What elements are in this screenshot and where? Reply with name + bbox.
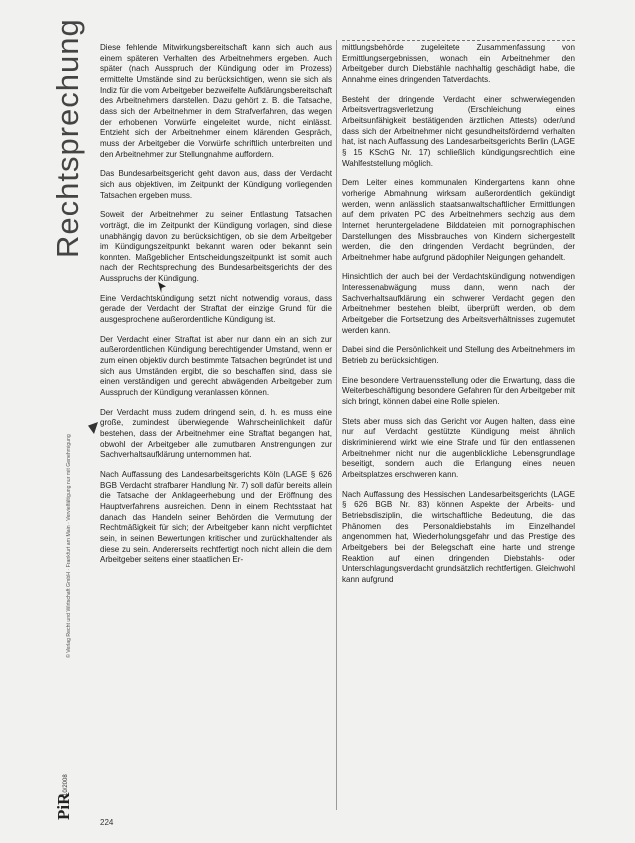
paragraph: Dabei sind die Persönlichkeit und Stellung des Arbeitnehmers im Betrieb zu berücksichtigen. [342, 345, 575, 366]
journal-issue: 10/2008 [63, 774, 69, 796]
paragraph: Diese fehlende Mitwirkungsbereitschaft kann sich auch aus einem späteren Verhalten des Arbeitnehmers ergeben. Auch später (nach Ausspruch der Kündigung oder im Prozess) ermittelte Umstände sind zu berücksichtigen, wenn sie sich als Indiz für die vom Arbeitgeber bezweifelte Aufklärungsbereitschaft des Arbeitnehmers darstellen. Dazu gehört z. B. die Tatsache, dass sich der Arbeitnehmer in dem Strafverfahren, das wegen der erhobenen Vorwürfe eingeleitet wurde, nicht einlässt. Entzieht sich der Arbeitnehmer einem klärenden Gespräch, muss der Arbeitgeber die Vorwürfe schriftlich unterbreiten und den Arbeitnehmer zur Stellungnahme auffordern. [100, 43, 332, 159]
paragraph: Soweit der Arbeitnehmer zu seiner Entlastung Tatsachen vorträgt, die im Zeitpunkt der Kündigung vorlagen, sind diese unabhängig davon zu berücksichtigen, ob sie dem Arbeitgeber im Kündigungszeitpunkt bekannt waren oder bekannt sein konnten. Maßgeblicher Entscheidungszeitpunkt ist somit auch nach der Rechtsprechung des Bundesarbeitsgerichts der des Ausspruchs der Kündigung. [100, 210, 332, 284]
journal-logo: PiR [54, 792, 73, 820]
paragraph: Stets aber muss sich das Gericht vor Augen halten, dass eine nur auf Verdacht gestützte Kündigung meist ähnlich diskriminierend wirkt wie eine Strafe und für den entlassenen Arbeitnehmer nicht nur die augenblickliche Lebensgrundlage beseitigt, sondern auch die Erlangung eines neuen Arbeitsplatzes erschweren kann. [342, 416, 575, 479]
paragraph: Besteht der dringende Verdacht einer schwerwiegenden Arbeitsvertragsverletzung (Erschleichung eines Arbeitsunfähigkeit bestätigenden ärztlichen Attests) oder/und dass sich der Arbeitnehmer nicht gesundheitsfördernd verhalten hat, ist nach Auffassung des Landesarbeitsgerichts Berlin (LAGE § 15 KSchG Nr. 17) schließlich kündigungsrechtlich eine Wahlfeststellung möglich. [342, 94, 575, 168]
paragraph: Der Verdacht einer Straftat ist aber nur dann ein an sich zur außerordentlichen Kündigung berechtigender Umstand, wenn er zum einen objektiv durch bestimmte Tatsachen begründet ist und sich aus Umständen ergibt, die so beschaffen sind, dass sie einen verständigen und gerecht abwägenden Arbeitgeber zum Ausspruch der Kündigung veranlassen können. [100, 334, 332, 398]
right-column [342, 43, 575, 595]
paragraph: Eine besondere Vertrauensstellung oder die Erwartung, dass die Weiterbeschäftigung besondere Gefahren für den Arbeitgeber mit sich bringt, können dabei eine Rolle spielen. [342, 375, 575, 407]
page-number: 224 [100, 818, 114, 827]
paragraph: Hinsichtlich der auch bei der Verdachtskündigung notwendigen Interessenabwägung muss dann, wenn nach der Sachverhaltsaufklärung ein schwerer Verdacht gegen den Arbeitnehmer bestehen bleibt, überprüft werden, ob dem Arbeitgeber die Fortsetzung des Arbeitsverhältnisses zugemutet werden kann. [342, 272, 575, 335]
section-title: Rechtsprechung [50, 18, 85, 258]
column-divider [336, 40, 337, 810]
paragraph: mittlungsbehörde zugeleitete Zusammenfassung von Ermittlungsergebnissen, wonach ein Arbeitnehmer den Arbeitgeber durch Diebstähle nachhaltig geschädigt habe, die Annahme eines dringenden Tatverdachts. [342, 43, 575, 84]
paragraph: Das Bundesarbeitsgericht geht davon aus, dass der Verdacht sich aus objektiven, im Zeitpunkt der Kündigung vorliegenden Tatsachen ergeben muss. [100, 169, 332, 200]
copyright-note: © Verlag Recht und Wirtschaft GmbH · Frankfurt am Main · Vervielfältigung nur mit Genehmigung [66, 434, 72, 658]
paragraph: Der Verdacht muss zudem dringend sein, d. h. es muss eine große, zumindest überwiegende Wahrscheinlichkeit dafür bestehen, dass der Arbeitnehmer eine Straftat begangen hat, obwohl der Arbeitgeber alle zumutbaren Anstrengungen zur Sachverhaltsaufklärung unternommen hat. [100, 407, 332, 460]
paragraph: Dem Leiter eines kommunalen Kindergartens kann ohne vorherige Abmahnung wirksam außerordentlich gekündigt werden, wenn anlässlich staatsanwaltschaftlicher Ermittlungen auf dem privaten PC des Arbeitnehmers sechzig aus dem Internet heruntergeladene Bilddateien mit pornographischen Darstellungen des Missbrauches von Kindern sichergestellt werden, die den dringenden Verdacht begründen, der Arbeitnehmer habe aufgrund pädophiler Neigungen gehandelt. [342, 178, 575, 262]
left-column [100, 43, 332, 575]
top-dashed-rule [342, 40, 575, 41]
paragraph: Nach Auffassung des Hessischen Landesarbeitsgerichts (LAGE § 626 BGB Nr. 83) können Aspekte der Arbeits- und Betriebsdisziplin, die wirtschaftliche Bedeutung, die das Phänomen des Personaldiebstahls im Einzelhandel angenommen hat, Wiederholungsgefahr und das Prestige des Arbeitgebers bei der Belegschaft eine harte und strenge Reaktion auf einen dringenden Diebstahls- oder Unterschlagungsverdacht grundsätzlich rechtfertigen. Gleichwohl kann aufgrund [342, 489, 575, 584]
paragraph: Eine Verdachtskündigung setzt nicht notwendig voraus, dass gerade der Verdacht der Straftat der einzige Grund für die ausgesprochene außerordentliche Kündigung ist. [100, 293, 332, 325]
margin-mark-icon [88, 422, 98, 434]
paragraph: Nach Auffassung des Landesarbeitsgerichts Köln (LAGE § 626 BGB Verdacht strafbarer Handlung Nr. 7) soll dafür bereits allein die Tatsache der Anklageerhebung und der Eröffnung des Hauptverfahrens ausreichen. Denn in einem Rechtsstaat hat danach das Handeln seiner Behörden die Vermutung der Rechtmäßigkeit für sich; der Arbeitgeber kann nicht verpflichtet sein, in seinen Bewertungen kritischer und zurückhaltender als diese zu sein. Andererseits rechtfertigt noch nicht allein die dem Arbeitgeber seitens einer staatlichen Er- [100, 469, 332, 565]
